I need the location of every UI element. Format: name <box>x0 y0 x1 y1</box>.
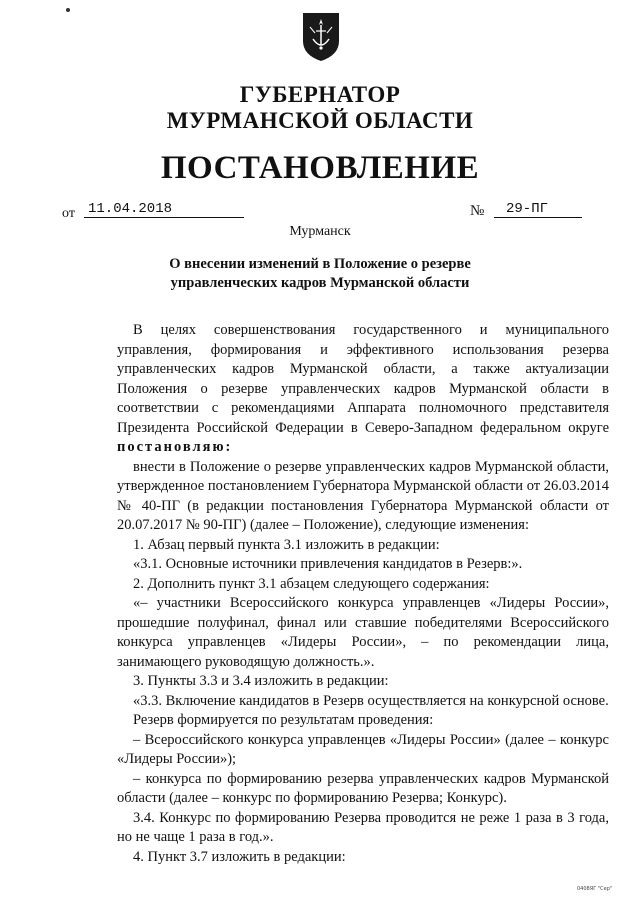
intro-text: В целях совершенствования государственного и муниципального управления, формирования и эффективного использования резерва управленческих кадров Мурманской области, а также актуализации Положения о резерве управленческих кадров Мурманской области в соответствии с рекомендациями Аппарата полномочного представителя Президента Российской Федерации в Северо-Западном федеральном округе <box>117 322 609 436</box>
body-paragraph: Резерв формируется по результатам проведения: <box>133 712 434 728</box>
subject-line: управленческих кадров Мурманской области <box>170 275 470 291</box>
document-date: 11.04.2018 <box>84 201 244 218</box>
footer-mark: 0408ЯГ "Сер" <box>577 886 613 892</box>
issuer-title: ГУБЕРНАТОР <box>239 82 401 107</box>
body-paragraph: 2. Дополнить пункт 3.1 абзацем следующего содержания: <box>133 575 490 592</box>
scan-dot <box>66 8 70 12</box>
document-number: 29-ПГ <box>494 201 582 218</box>
body-paragraph: «3.1. Основные источники привлечения кандидатов в Резерв:». <box>133 556 523 572</box>
body-paragraph: «– участники Всероссийского конкурса управленцев «Лидеры России», прошедшие полуфинал, финал или ставшие победителями Всероссийского конкурса управленцев «Лидеры России», – по рекомендации лица, занимающего руководящую должность.». <box>117 595 609 670</box>
coat-of-arms-icon <box>300 11 342 63</box>
body-paragraph: 1. Абзац первый пункта 3.1 изложить в редакции: <box>133 536 440 553</box>
body-paragraph: 4. Пункт 3.7 изложить в редакции: <box>133 848 346 865</box>
city: Мурманск <box>289 224 351 239</box>
number-sign: № <box>470 203 485 219</box>
date-number-row <box>62 201 582 223</box>
date-prefix: от <box>62 206 75 221</box>
intro-paragraph <box>117 321 609 458</box>
body-paragraph: внести в Положение о резерве управленческих кадров Мурманской области, утвержденное постановлением Губернатора Мурманской области от 26.03.2014 № 40-ПГ (в редакции постановления Губернатора Мурманской области от 20.07.2017 № 90-ПГ) (далее – Положение), следующие изменения: <box>117 458 609 533</box>
body-paragraph: 3.4. Конкурс по формированию Резерва проводится не реже 1 раза в 3 года, но не чаще 1 раза в год.». <box>117 809 609 845</box>
issuer-region: МУРМАНСКОЙ ОБЛАСТИ <box>166 108 474 133</box>
document-body <box>117 321 609 867</box>
body-paragraph: «3.3. Включение кандидатов в Резерв осуществляется на конкурсной основе. <box>133 692 609 709</box>
document-type: ПОСТАНОВЛЕНИЕ <box>160 150 480 186</box>
subject-line: О внесении изменений в Положение о резерве <box>169 256 471 272</box>
body-paragraph: – конкурса по формированию резерва управленческих кадров Мурманской области (далее – конкурс по формированию Резерва; Конкурс). <box>117 770 609 806</box>
document-subject <box>150 255 490 293</box>
decree-word: постановляю: <box>117 439 233 455</box>
body-paragraph: 3. Пункты 3.3 и 3.4 изложить в редакции: <box>133 673 389 689</box>
body-paragraph: – Всероссийского конкурса управленцев «Лидеры России» (далее – конкурс «Лидеры России»); <box>117 731 609 767</box>
